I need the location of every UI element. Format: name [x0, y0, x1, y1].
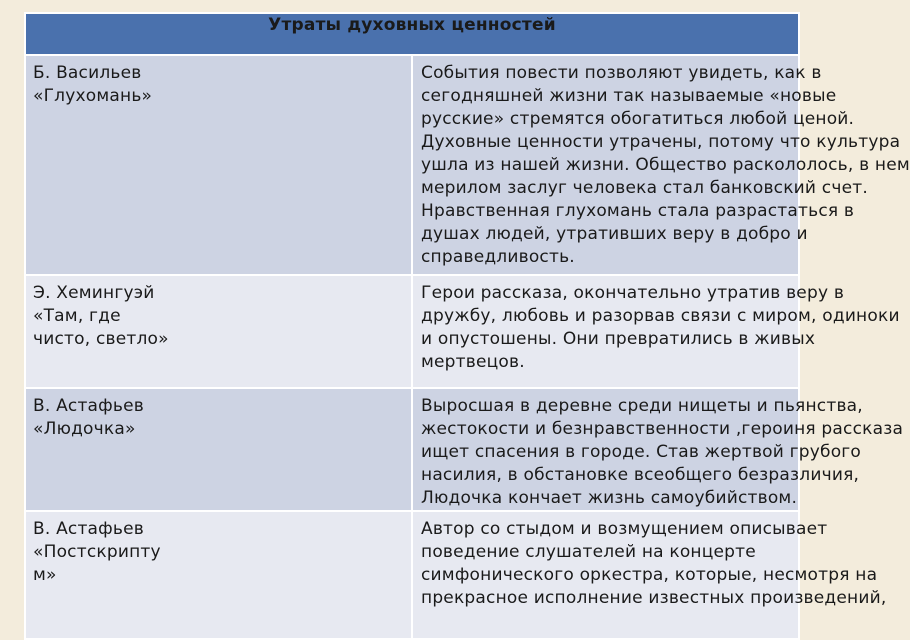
- text-line: справедливость.: [421, 247, 575, 267]
- text-line: Выросшая в деревне среди нищеты и пьянства,: [421, 396, 863, 416]
- text-line: жестокости и безнравственности ,героиня рассказа: [421, 419, 904, 439]
- text-line: Нравственная глухомань стала разрастаться в: [421, 201, 855, 221]
- table-row: [25, 55, 799, 275]
- author-cell: [25, 388, 412, 511]
- description-cell: [412, 55, 910, 275]
- table-row: [25, 388, 799, 511]
- text-line: насилия, в обстановке всеобщего безразличия,: [421, 465, 860, 485]
- author-cell: [25, 511, 412, 639]
- work-title: «Постскрипту: [33, 542, 161, 562]
- work-title: «Там, где: [33, 306, 121, 326]
- author-cell: [25, 55, 412, 275]
- text-line: душах людей, утративших веру в добро и: [421, 224, 808, 244]
- author-line: В. Астафьев: [33, 396, 144, 416]
- author-line: В. Астафьев: [33, 519, 144, 539]
- text-line: и опустошены. Они превратились в живых: [421, 329, 816, 349]
- text-line: Людочка кончает жизнь самоубийством.: [421, 488, 798, 508]
- text-line: поведение слушателей на концерте: [421, 542, 756, 562]
- text-line: мерилом заслуг человека стал банковский счет.: [421, 178, 868, 198]
- text-line: русские» стремятся обогатиться любой ценой.: [421, 109, 855, 129]
- author-line: Э. Хемингуэй: [33, 283, 155, 303]
- work-title: «Глухомань»: [33, 86, 153, 106]
- text-line: прекрасное исполнение известных произведений,: [421, 588, 887, 608]
- description-cell: [412, 275, 900, 388]
- description-cell: [412, 388, 904, 511]
- work-title: «Людочка»: [33, 419, 136, 439]
- table-row: [25, 275, 799, 388]
- text-line: События повести позволяют увидеть, как в: [421, 63, 822, 83]
- text-line: Герои рассказа, окончательно утратив веру в: [421, 283, 845, 303]
- text-line: ищет спасения в городе. Став жертвой грубого: [421, 442, 862, 462]
- text-line: мертвецов.: [421, 352, 525, 372]
- text-line: дружбу, любовь и разорвав связи с миром, одиноки: [421, 306, 900, 326]
- author-line: Б. Васильев: [33, 63, 142, 83]
- table-title: Утраты духовных ценностей: [25, 13, 799, 55]
- description-cell: [412, 511, 887, 639]
- text-line: Автор со стыдом и возмущением описывает: [421, 519, 828, 539]
- literature-table: [24, 12, 910, 640]
- text-line: сегодняшней жизни так называемые «новые: [421, 86, 837, 106]
- text-line: ушла из нашей жизни. Общество раскололось, в нем: [421, 155, 910, 175]
- author-cell: [25, 275, 412, 388]
- work-title: чисто, светло»: [33, 329, 169, 349]
- text-line: Духовные ценности утрачены, потому что культура: [421, 132, 901, 152]
- work-title: м»: [33, 565, 57, 585]
- text-line: симфонического оркестра, которые, несмотря на: [421, 565, 878, 585]
- table-row: [25, 511, 799, 639]
